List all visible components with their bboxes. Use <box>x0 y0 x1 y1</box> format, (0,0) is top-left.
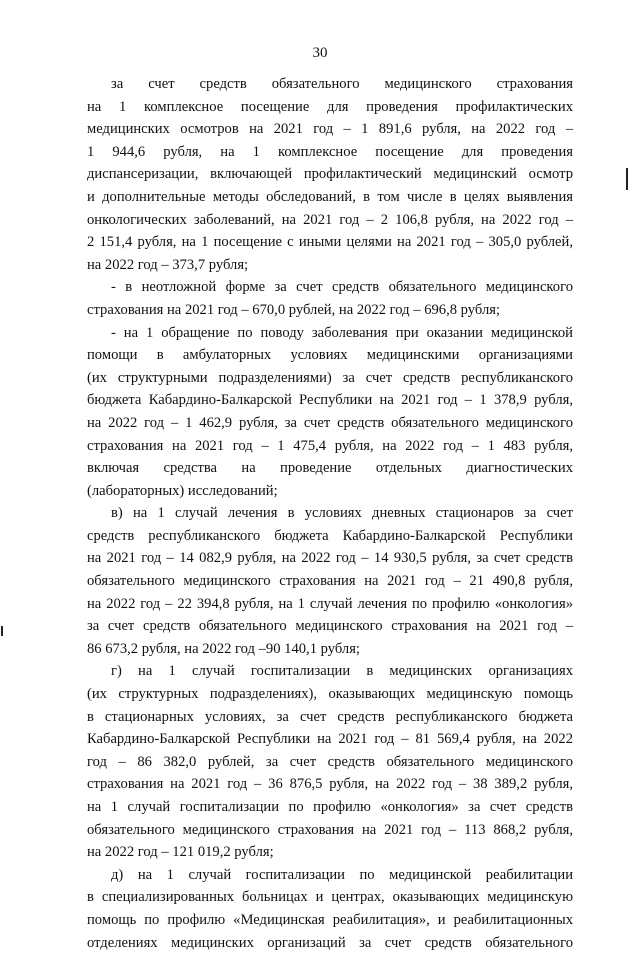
text-line: (их структурных подразделениях), оказывающих медицинскую помощь <box>87 686 573 703</box>
text-line: бюджета Кабардино-Балкарской Республики на 2021 год – 1 378,9 рубля, <box>87 392 573 409</box>
text-line: Кабардино-Балкарской Республики на 2021 год – 81 569,4 рубля, на 2022 <box>87 731 573 748</box>
text-line: обязательного медицинского страхования на 2021 год – 113 868,2 рубля, <box>87 821 573 838</box>
text-line: страхования на 2021 год – 670,0 рублей, на 2022 год – 696,8 рубля; <box>87 301 501 318</box>
text-line: отделениях медицинских организаций за счет средств обязательного <box>87 934 573 951</box>
text-line: страхования на 2021 год – 36 876,5 рубля, на 2022 год – 38 389,2 рубля, <box>87 776 573 793</box>
text-line: - в неотложной форме за счет средств обязательного медицинского <box>111 279 573 296</box>
text-line: на 2022 год – 1 462,9 рубля, за счет средств обязательного медицинского <box>87 414 573 431</box>
text-line: страхования на 2021 год – 1 475,4 рубля, на 2022 год – 1 483 рубля, <box>87 437 573 454</box>
text-line: на 2022 год – 121 019,2 рубля; <box>87 844 274 861</box>
text-line: за счет средств обязательного медицинского страхования на 2021 год – <box>87 618 573 635</box>
page-number: 30 <box>312 45 328 61</box>
text-line: обязательного медицинского страхования на 2021 год – 21 490,8 рубля, <box>87 573 573 590</box>
scan-edge-mark <box>626 168 628 190</box>
text-line: 1 944,6 рубля, на 1 комплексное посещение для проведения <box>87 143 573 160</box>
text-line: в) на 1 случай лечения в условиях дневных стационаров за счет <box>111 505 573 522</box>
text-line: на 2021 год – 14 082,9 рубля, на 2022 год – 14 930,5 рубля, за счет средств <box>87 550 573 567</box>
text-line: в специализированных больницах и центрах, оказывающих медицинскую <box>87 889 573 906</box>
text-line: помощь по профилю «Медицинская реабилитация», и реабилитационных <box>87 911 573 928</box>
text-line: помощи в амбулаторных условиях медицинскими организациями <box>87 347 573 364</box>
text-line: на 1 случай госпитализации по профилю «онкология» за счет средств <box>87 799 573 815</box>
text-line: за счет средств обязательного медицинского страхования <box>111 76 573 92</box>
text-line: медицинских осмотров на 2021 год – 1 891,6 рубля, на 2022 год – <box>87 121 573 138</box>
text-line: на 2022 год – 373,7 рубля; <box>87 256 249 273</box>
text-line: 86 673,2 рубля, на 2022 год –90 140,1 рубля; <box>87 640 360 657</box>
text-line: г) на 1 случай госпитализации в медицинских организациях <box>111 663 573 680</box>
document-body <box>87 73 573 954</box>
text-line: средств республиканского бюджета Кабардино-Балкарской Республики <box>87 527 573 544</box>
text-line: диспансеризации, включающей профилактический медицинский осмотр <box>87 166 573 183</box>
text-line: год – 86 382,0 рублей, за счет средств обязательного медицинского <box>87 753 573 770</box>
scan-edge-mark <box>1 626 3 636</box>
text-line: д) на 1 случай госпитализации по медицинской реабилитации <box>111 866 573 883</box>
text-line: на 1 комплексное посещение для проведения профилактических <box>87 98 573 115</box>
text-line: онкологических заболеваний, на 2021 год – 2 106,8 рубля, на 2022 год – <box>87 211 573 228</box>
text-line: 2 151,4 рубля, на 1 посещение с иными целями на 2021 год – 305,0 рублей, <box>87 234 573 251</box>
text-line: включая средства на проведение отдельных диагностических <box>87 460 573 477</box>
text-line: и дополнительные методы обследований, в том числе в целях выявления <box>87 188 573 205</box>
text-line: - на 1 обращение по поводу заболевания при оказании медицинской <box>111 324 573 341</box>
text-line: на 2022 год – 22 394,8 рубля, на 1 случай лечения по профилю «онкология» <box>87 595 573 612</box>
text-line: в стационарных условиях, за счет средств республиканского бюджета <box>87 708 573 725</box>
text-line: (их структурными подразделениями) за счет средств республиканского <box>87 369 573 386</box>
text-line: (лабораторных) исследований; <box>87 482 278 499</box>
